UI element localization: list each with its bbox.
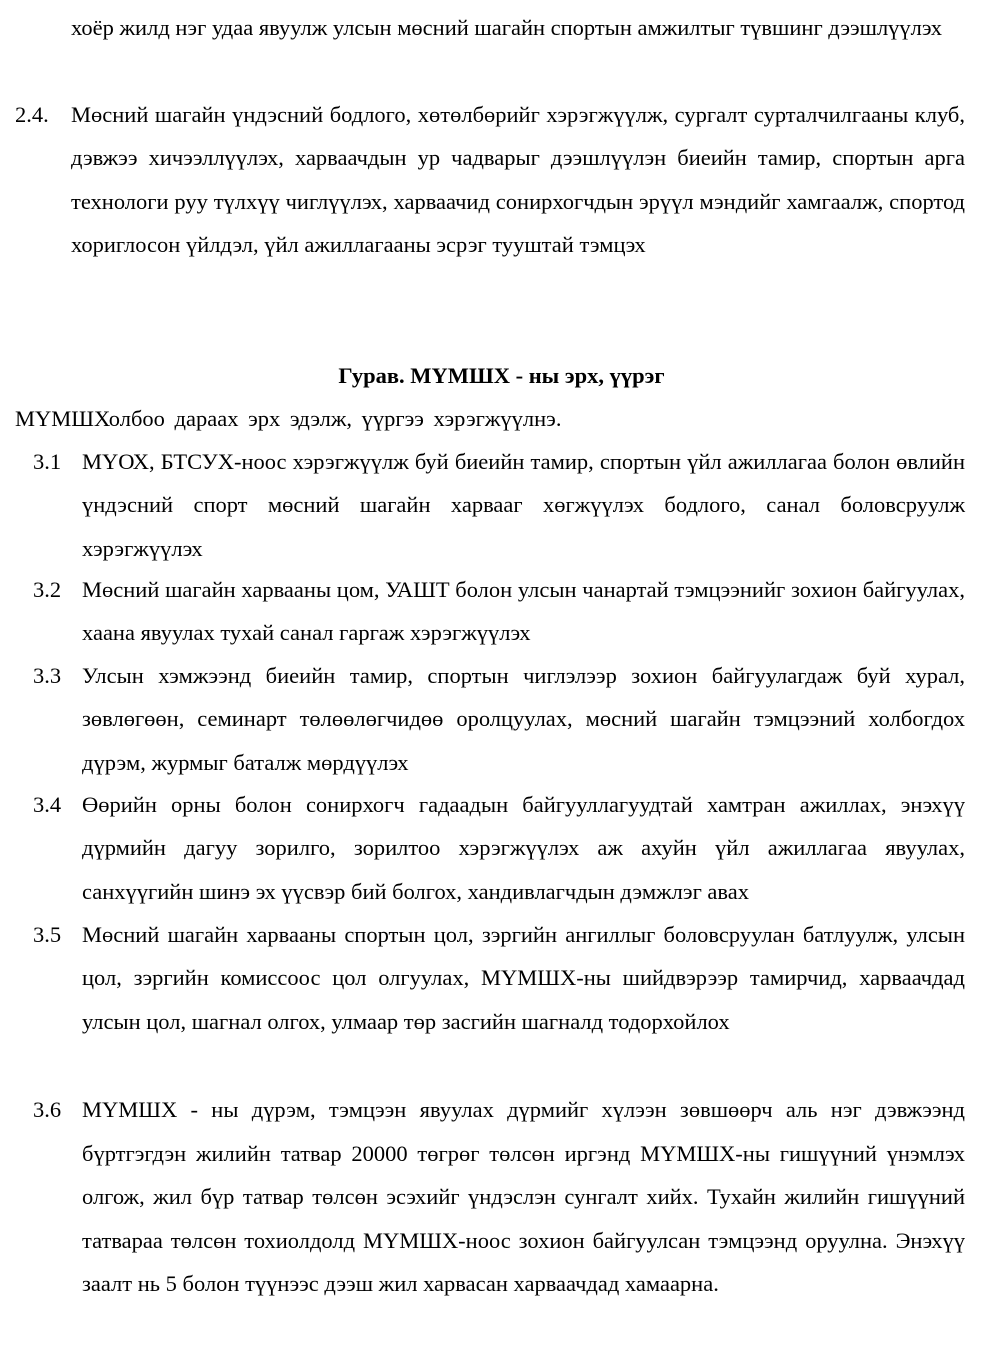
item-number-2-4: 2.4. xyxy=(15,102,49,127)
item-number-3-1: 3.1 xyxy=(33,449,62,474)
item-text-3-4: Өөрийн орны болон сонирхогч гадаадын байгууллагуудтай хамтран ажиллах, энэхүү дүрмийн дагуу зорилго, зорилтоо хэрэгжүүлэх аж ахуйн үйл ажиллагаа явуулах, санхүүгийн шинэ эх үүсвэр бий болгох, хандивлагчдын дэмжлэг авах xyxy=(82,792,965,904)
item-number-3-3: 3.3 xyxy=(33,663,62,688)
item-text-3-3: Улсын хэмжээнд биеийн тамир, спортын чиглэлээр зохион байгуулагдаж буй хурал, зөвлөгөөн, семинарт төлөөлөгчидөө оролцуулах, мөсний шагайн тэмцээний холбогдох дүрэм, журмыг баталж мөрдүүлэх xyxy=(82,663,965,775)
item-number-3-4: 3.4 xyxy=(33,792,62,817)
item-text-2-4: Мөсний шагайн үндэсний бодлого, хөтөлбөрийг хэрэгжүүлж, сургалт сурталчилгааны клуб, дэвжээ хичээллүүлэх, харваачдын ур чадварыг дээшлүүлэн биеийн тамир, спортын арга технологи руу түлхүү чиглүүлэх, харваачид сонирхогчдын эрүүл мэндийг хамгаалж, спортод хориглосон үйлдэл, үйл ажиллагааны эсрэг тууштай тэмцэх xyxy=(71,102,965,257)
section-intro: МҮМШХолбоо дараах эрх эдэлж, үүргээ хэрэгжүүлнэ. xyxy=(15,406,562,431)
section-title: Гурав. МҮМШХ - ны эрх, үүрэг xyxy=(338,363,665,388)
item-number-3-6: 3.6 xyxy=(33,1097,62,1122)
item-number-3-5: 3.5 xyxy=(33,922,62,947)
item-text-3-5: Мөсний шагайн харвааны спортын цол, зэргийн ангиллыг боловсруулан батлуулж, улсын цол, зэргийн комиссоос цол олгуулах, МҮМШХ-ны шийдвэрээр тамирчид, харваачдад улсын цол, шагнал олгох, улмаар төр засгийн шагналд тодорхойлох xyxy=(82,922,965,1034)
item-text-3-1: МҮОХ, БТСУХ-ноос хэрэгжүүлж буй биеийн тамир, спортын үйл ажиллагаа болон өвлийн үндэсний спорт мөсний шагайн харвааг хөгжүүлэх бодлого, санал боловсруулж хэрэгжүүлэх xyxy=(82,449,965,561)
paragraph-continuation: хоёр жилд нэг удаа явуулж улсын мөсний шагайн спортын амжилтыг түвшинг дээшлүүлэх xyxy=(71,15,942,40)
item-text-3-6: МҮМШХ - ны дүрэм, тэмцээн явуулах дүрмийг хүлээн зөвшөөрч аль нэг дэвжээнд бүртгэгдэн жилийн татвар 20000 төгрөг төлсөн иргэнд МҮМШХ-ны гишүүний үнэмлэх олгож, жил бүр татвар төлсөн эсэхийг үндэслэн сунгалт хийх. Тухайн жилийн гишүүний татвараа төлсөн тохиолдолд МҮМШХ-ноос зохион байгуулсан тэмцээнд оруулна. Энэхүү заалт нь 5 болон түүнээс дээш жил харвасан харваачдад хамаарна. xyxy=(82,1097,965,1297)
item-number-3-2: 3.2 xyxy=(33,577,62,602)
item-text-3-2: Мөсний шагайн харвааны цом, УАШТ болон улсын чанартай тэмцээнийг зохион байгуулах, хаана явуулах тухай санал гаргаж хэрэгжүүлэх xyxy=(82,577,965,646)
